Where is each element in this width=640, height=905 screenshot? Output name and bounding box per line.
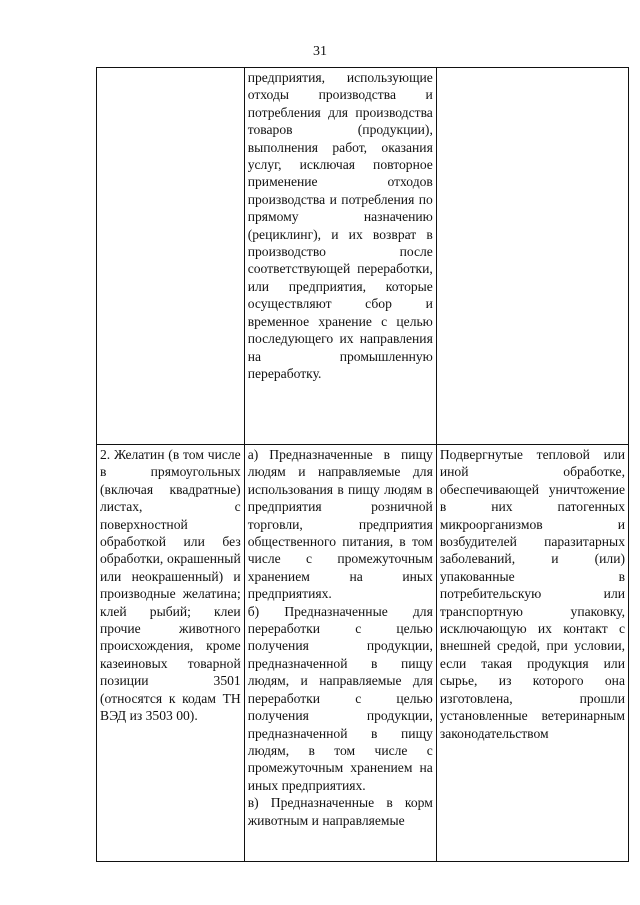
- regulation-table: [96, 67, 629, 862]
- purpose-item-b: б) Предназначенные для переработки с целью получения продукции, предназначенной в пищу людям, и направляемые для переработки с целью получения продукции, предназначенной в пищу людям, в том числе с промежуточным хранением на иных предприятиях.: [247, 603, 433, 793]
- table-cell-conditions: [436, 68, 628, 445]
- table-cell-purpose: [244, 68, 436, 445]
- table-row: [97, 68, 629, 445]
- purpose-item-a: а) Предназначенные в пищу людям и направляемые для использования в пищу людям в предприятия розничной торговли, предприятия общественного питания, в том числе с промежуточным хранением на иных предприятиях.: [247, 447, 433, 602]
- page-number: 31: [313, 44, 327, 59]
- cell-text: предприятия, использующие отходы производства и потребления для производства товаров (продукции), выполнения работ, оказания услуг, исключая повторное применение отходов производства и потребления по прямому назначению (рециклинг), и их возврат в производство после соответствующей переработки, или предприятия, которые осуществляют сбор и временное хранение с целью последующего их направления на промышленную переработку.: [247, 70, 433, 381]
- table-cell-product: [97, 68, 245, 445]
- table-cell-product: [97, 445, 245, 862]
- table-row: [97, 445, 629, 862]
- table-cell-purpose: [244, 445, 436, 862]
- purpose-item-c: в) Предназначенные в корм животным и направляемые: [247, 795, 433, 828]
- table-cell-conditions: [436, 445, 628, 862]
- cell-text: 2. Желатин (в том числе в прямоугольных (включая квадратные) листах, с поверхностной обработкой или без обработки, окрашенный или неокрашенный) и производные желатина; клей рыбий; клеи прочие животного происхождения, кроме казеиновых товарной позиции 3501 (относятся к кодам ТН ВЭД из 3503 00).: [100, 447, 241, 724]
- cell-text: Подвергнутые тепловой или иной обработке, обеспечивающей уничтожение в них патогенных микроорганизмов и возбудителей паразитарных заболеваний, и (или) упакованные в потребительскую или транспортную упаковку, исключающую их контакт с внешней средой, при условии, если такая продукция или сырье, из которого она изготовлена, прошли установленные ветеринарным законодательством: [439, 447, 625, 741]
